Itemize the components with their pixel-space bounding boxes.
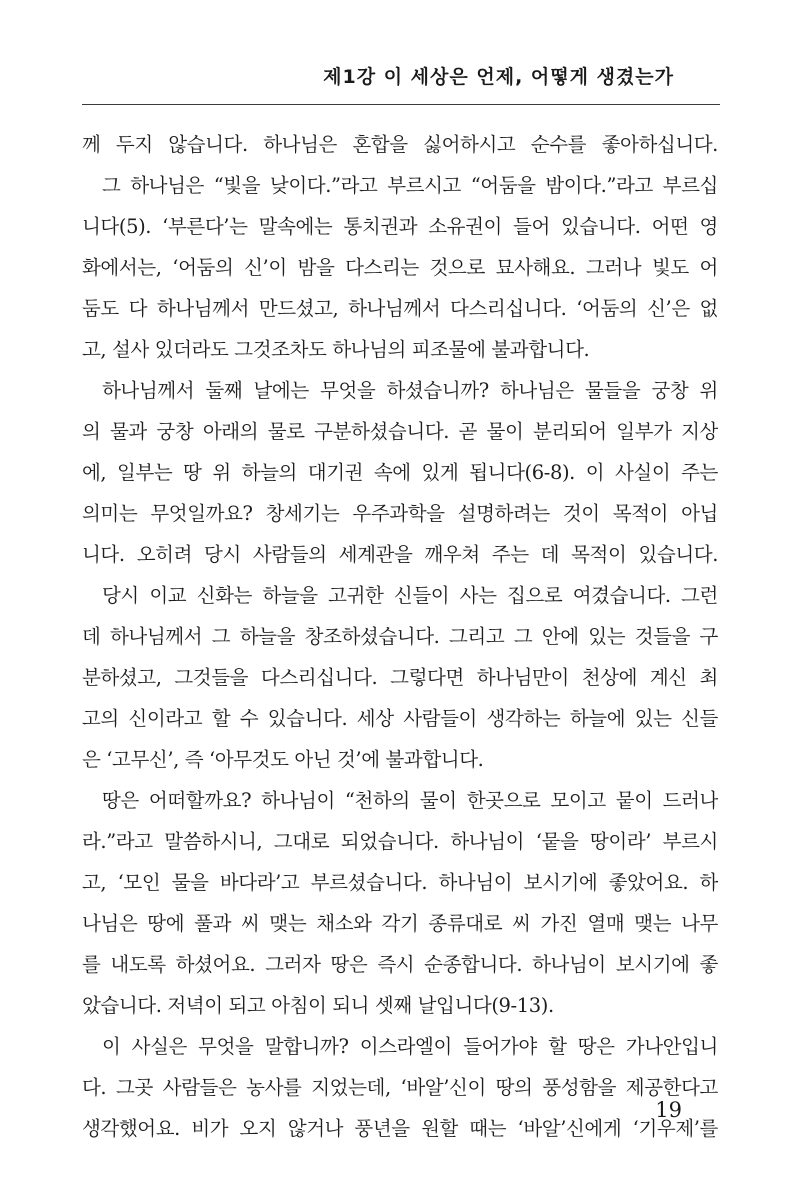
paragraph-first-line: 하나님께서 둘째 날에는 무엇을 하셨습니까? 하나님은 물들을 궁창 위 <box>102 379 718 402</box>
page-number: 19 <box>655 1098 682 1122</box>
text-line: 의미는 무엇일까요? 창세기는 우주과학을 설명하려는 것이 목적이 아닙 <box>82 502 718 525</box>
text-line: 고의 신이라고 할 수 있습니다. 세상 사람들이 생각하는 하늘에 있는 신들 <box>82 707 718 730</box>
text-line: 니다(5). ‘부른다’는 말속에는 통치권과 소유권이 들어 있습니다. 어떤 영 <box>82 215 718 238</box>
body-text <box>82 124 718 1149</box>
text-line: 분하셨고, 그것들을 다스리십니다. 그렇다면 하나님만이 천상에 계신 최 <box>82 666 718 689</box>
text-line: 생각했어요. 비가 오지 않거나 풍년을 원할 때는 ‘바알’신에게 ‘기우제’를 <box>82 1117 718 1140</box>
text-line: 화에서는, ‘어둠의 신’이 밤을 다스리는 것으로 묘사해요. 그러나 빛도 어 <box>82 256 718 279</box>
paragraph-first-line: 그 하나님은 “빛을 낮이다.”라고 부르시고 “어둠을 밤이다.”라고 부르십 <box>102 174 718 197</box>
paragraph-first-line: 땅은 어떠할까요? 하나님이 “천하의 물이 한곳으로 모이고 뭍이 드러나 <box>102 789 718 812</box>
running-header: 제1강 이 세상은 언제, 어떻게 생겼는가 <box>323 66 674 88</box>
text-line: 를 내도록 하셨어요. 그러자 땅은 즉시 순종합니다. 하나님이 보시기에 좋 <box>82 953 718 976</box>
text-line: 께 두지 않습니다. 하나님은 혼합을 싫어하시고 순수를 좋아하십니다. <box>82 133 718 156</box>
paragraph-first-line: 당시 이교 신화는 하늘을 고귀한 신들이 사는 집으로 여겼습니다. 그런 <box>102 584 718 607</box>
paragraph-last-line: 은 ‘고무신’, 즉 ‘아무것도 아닌 것’에 불과합니다. <box>82 748 484 771</box>
text-line: 둠도 다 하나님께서 만드셨고, 하나님께서 다스리십니다. ‘어둠의 신’은 없 <box>82 297 718 320</box>
paragraph-last-line: 았습니다. 저녁이 되고 아침이 되니 셋째 날입니다(9-13). <box>82 994 554 1017</box>
text-line: 다. 그곳 사람들은 농사를 지었는데, ‘바알’신이 땅의 풍성함을 제공한다고 <box>82 1076 718 1099</box>
paragraph-last-line: 니다. 오히려 당시 사람들의 세계관을 깨우쳐 주는 데 목적이 있습니다. <box>82 543 718 566</box>
header-divider <box>82 104 720 105</box>
text-line: 데 하나님께서 그 하늘을 창조하셨습니다. 그리고 그 안에 있는 것들을 구 <box>82 625 718 648</box>
text-line: 의 물과 궁창 아래의 물로 구분하셨습니다. 곧 물이 분리되어 일부가 지상 <box>82 420 718 443</box>
text-line: 고, ‘모인 물을 바다라’고 부르셨습니다. 하나님이 보시기에 좋았어요. 하 <box>82 871 718 894</box>
text-line: 라.”라고 말씀하시니, 그대로 되었습니다. 하나님이 ‘뭍을 땅이라’ 부르시 <box>82 830 718 853</box>
paragraph-first-line: 이 사실은 무엇을 말합니까? 이스라엘이 들어가야 할 땅은 가나안입니 <box>102 1035 718 1058</box>
paragraph-last-line: 고, 설사 있더라도 그것조차도 하나님의 피조물에 불과합니다. <box>82 338 590 361</box>
text-line: 나님은 땅에 풀과 씨 맺는 채소와 각기 종류대로 씨 가진 열매 맺는 나무 <box>82 912 718 935</box>
text-line: 에, 일부는 땅 위 하늘의 대기권 속에 있게 됩니다(6-8). 이 사실이 주는 <box>82 461 718 484</box>
